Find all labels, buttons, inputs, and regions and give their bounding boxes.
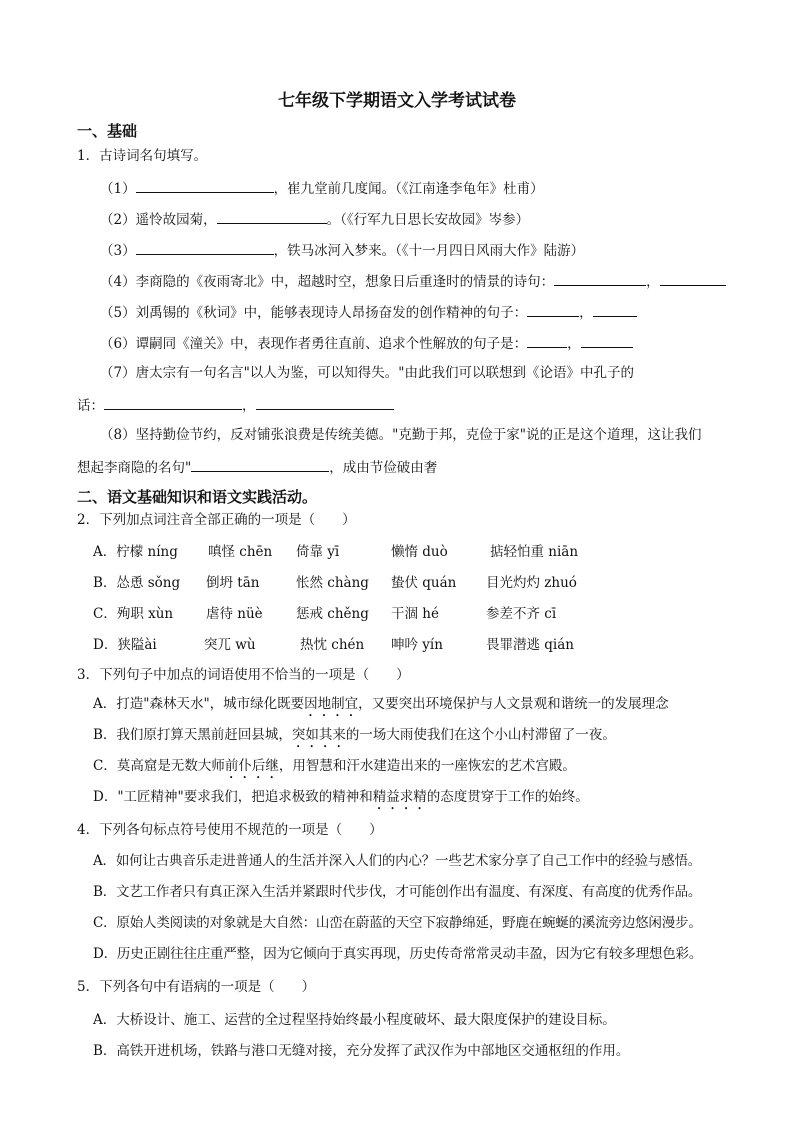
q2-cell: 参差不齐 cī (486, 606, 557, 622)
q2-cell: 突兀 wù (204, 637, 256, 653)
q3-option-text: A．打造"森林天水"，城市绿化既要 (93, 696, 305, 712)
q1-item-8-suffix: ，成由节俭破由奢 (329, 460, 438, 476)
q1-item-5-prefix: （5）刘禹锡的《秋词》中，能够表现诗人昂扬奋发的创作精神的句子： (100, 305, 528, 321)
q4-option-b: B．文艺工作者只有真正深入生活并紧跟时代步伐，才可能创作出有温度、有深度、有高度的优秀作品。 (93, 884, 702, 900)
q2-cell: 蛰伏 quán (391, 575, 457, 591)
q3-option-text: B．我们原打算天黑前赶回县城， (93, 727, 292, 743)
question-2-stem: 2．下列加点词注音全部正确的一项是（ ） (77, 512, 356, 528)
q3-dotted-phrase: 因地制宜 (304, 696, 359, 712)
q1-item-8-prefix: 想起李商隐的名句" (77, 460, 192, 476)
q5-option-a: A．大桥设计、施工、运营的全过程坚持始终最小程度破坏、最大限度保护的建设目标。 (93, 1012, 616, 1028)
q1-item-2 (100, 209, 529, 229)
q1-item-1 (100, 178, 544, 198)
q2-cell: 干涸 hé (391, 606, 439, 622)
q3-option-text: 的一场大雨使我们在这个小山村滞留了一夜。 (345, 727, 616, 743)
q1-item-4 (100, 271, 726, 291)
section-heading-language-practice: 二、语文基础知识和语文实践活动。 (77, 488, 318, 506)
q2-cell: B．怂恿 sǒng (93, 575, 181, 591)
q4-option-d: D．历史正剧往往庄重严整，因为它倾向于真实再现，历史传奇常常灵动丰盈，因为它有较多理想色彩。 (93, 946, 703, 962)
q2-cell: 掂轻怕重 niān (490, 544, 579, 560)
q1-item-5-separator: ， (579, 305, 593, 321)
q3-dotted-phrase: 精益求精 (372, 789, 427, 805)
q1-item-4-prefix: （4）李商隐的《夜雨寄北》中，超越时空，想象日后重逢时的情景的诗句： (100, 274, 555, 290)
q2-cell: 热忱 chén (300, 637, 365, 653)
q2-cell: 目光灼灼 zhuó (486, 575, 577, 591)
answer-blank[interactable] (104, 395, 242, 410)
q1-item-8-line1: （8）坚持勤俭节约，反对铺张浪费是传统美德。"克勤于邦，克俭于家"说的正是这个道理，这让我们 (100, 427, 702, 443)
q1-item-6-separator: ， (567, 336, 581, 352)
q5-option-b: B．高铁开进机场，铁路与港口无缝对接，充分发挥了武汉作为中部地区交通枢纽的作用。 (93, 1043, 630, 1059)
answer-blank[interactable] (136, 178, 274, 193)
q3-option-c (93, 757, 576, 782)
question-4-stem: 4．下列各句标点符号使用不规范的一项是（ ） (77, 822, 383, 838)
q1-item-3-prefix: （3） (100, 243, 136, 259)
q1-item-6 (100, 333, 633, 353)
q4-option-a: A．如何让古典音乐走进普通人的生活并深入人们的内心？一些艺术家分享了自己工作中的经验与感悟。 (93, 853, 702, 869)
q2-cell: 虐待 nüè (206, 606, 263, 622)
question-1-stem: 1．古诗词名句填写。 (77, 148, 208, 164)
q3-option-text: ，又要突出环境保护与人文景观和谐统一的发展理念 (358, 696, 669, 712)
q2-cell: C．殉职 xùn (93, 606, 174, 622)
question-3-stem: 3．下列句子中加点的词语使用不恰当的一项是（ ） (77, 667, 410, 683)
answer-blank[interactable] (136, 240, 274, 255)
q1-item-2-prefix: （2）遥怜故园菊， (100, 212, 217, 228)
q3-option-a (93, 695, 669, 720)
q1-item-7-prefix: 话： (77, 398, 104, 414)
q2-cell: 怅然 chàng (296, 575, 369, 591)
answer-blank[interactable] (660, 271, 726, 286)
q1-item-7-line2 (77, 395, 394, 415)
q1-item-3-suffix: ，铁马冰河入梦来。（《十一月四日风雨大作》陆游） (273, 243, 585, 259)
q3-option-text: C．莫高窟是无数大师 (93, 758, 225, 774)
answer-blank[interactable] (256, 395, 394, 410)
q1-item-6-prefix: （6）谭嗣同《潼关》中，表现作者勇往直前、追求个性解放的句子是： (100, 336, 528, 352)
page-title: 七年级下学期语文入学考试试卷 (278, 91, 516, 111)
q1-item-5 (100, 302, 637, 322)
q2-cell: 畏罪潜逃 qián (486, 637, 574, 653)
q2-cell: A．柠檬 níng (93, 544, 178, 560)
q2-cell: 嗔怪 chēn (208, 544, 273, 560)
answer-blank[interactable] (191, 457, 329, 472)
q3-option-text: ，用智慧和汗水建造出来的一座恢宏的艺术宫殿。 (278, 758, 576, 774)
answer-blank[interactable] (527, 333, 567, 348)
q3-option-d (93, 788, 589, 813)
q1-item-8-line2 (77, 457, 437, 477)
q2-cell: 呻吟 yín (391, 637, 443, 653)
answer-blank[interactable] (554, 271, 646, 286)
answer-blank[interactable] (593, 302, 637, 317)
q2-cell: 懒惰 duò (391, 544, 448, 560)
q2-cell: 倒坍 tān (206, 575, 260, 591)
answer-blank[interactable] (527, 302, 579, 317)
q2-cell: D．狭隘ài (93, 637, 157, 653)
section-heading-basics: 一、基础 (77, 122, 138, 140)
q3-option-text: D．"工匠精神"要求我们，把追求极致的精神和 (93, 789, 373, 805)
q3-option-text: 的态度贯穿于工作的始终。 (426, 789, 589, 805)
question-5-stem: 5．下列各句中有语病的一项是（ ） (77, 979, 316, 995)
q1-item-7-separator: ， (242, 398, 256, 414)
answer-blank[interactable] (581, 333, 633, 348)
q3-dotted-phrase: 突如其来 (291, 727, 346, 743)
q1-item-2-suffix: 。（《行军九日思长安故园》岑参） (326, 212, 530, 228)
q3-option-b (93, 726, 616, 751)
q3-dotted-phrase: 前仆后继 (224, 758, 279, 774)
q1-item-7-line1: （7）唐太宗有一句名言"以人为鉴，可以知得失。"由此我们可以联想到《论语》中孔子的 (100, 365, 635, 381)
q1-item-1-suffix: ，崔九堂前几度闻。（《江南逢李龟年》杜甫） (273, 181, 544, 197)
q1-item-4-separator: ， (646, 274, 660, 290)
q1-item-1-prefix: （1） (100, 181, 136, 197)
q2-cell: 倚靠 yī (296, 544, 340, 560)
answer-blank[interactable] (217, 209, 327, 224)
q4-option-c: C．原始人类阅读的对象就是大自然：山峦在蔚蓝的天空下寂静绵延，野鹿在蜿蜒的溪流旁边悠闲漫步。 (93, 915, 702, 931)
q2-cell: 惩戒 chěng (296, 606, 369, 622)
q1-item-3 (100, 240, 584, 260)
